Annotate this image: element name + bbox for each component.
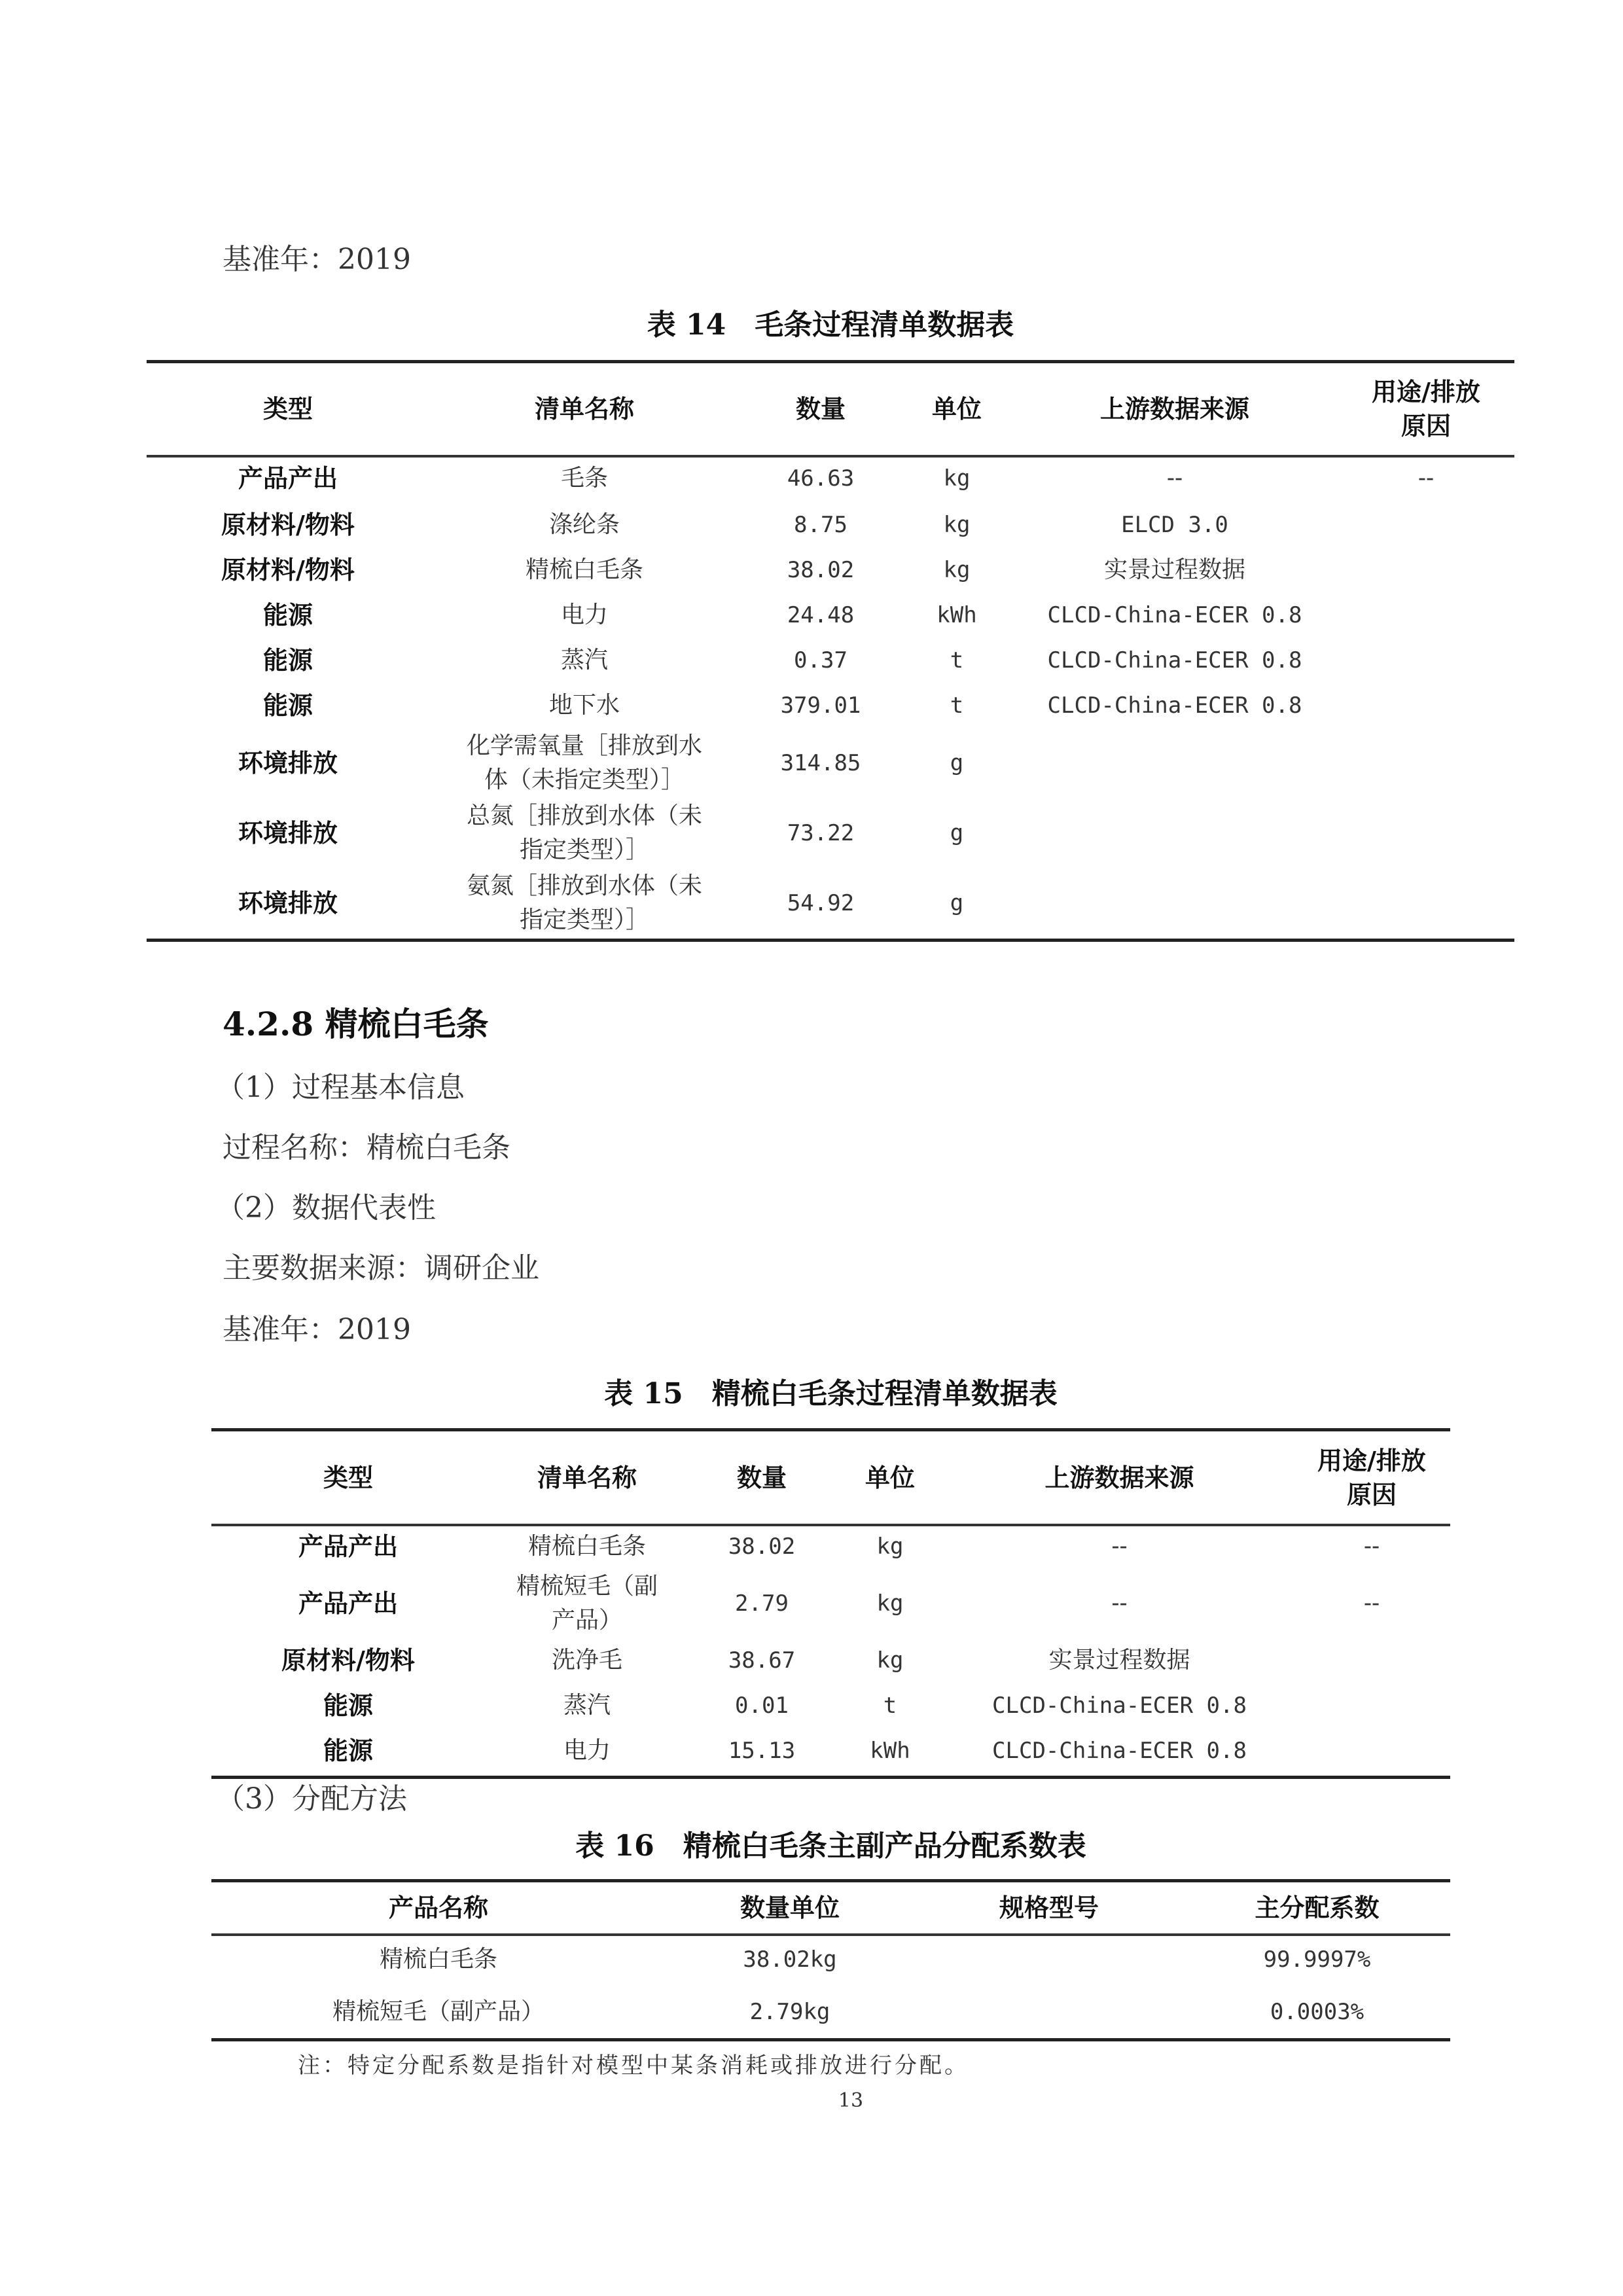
cell-name: 蒸汽 bbox=[563, 1691, 611, 1719]
table15-header-name: 清单名称 bbox=[537, 1463, 637, 1492]
base-year-text: 基准年：2019 bbox=[223, 243, 411, 276]
cell-name: 毛条 bbox=[560, 465, 608, 492]
cell-name: 洗净毛 bbox=[551, 1646, 622, 1674]
cell-source: -- bbox=[1111, 1533, 1128, 1560]
cell-source bbox=[1012, 798, 1338, 868]
table16-bottom-rule bbox=[211, 2038, 1450, 2041]
cell-reason bbox=[1293, 1683, 1450, 1728]
cell-type: 产品产出 bbox=[298, 1532, 398, 1561]
cell-name: 地下水 bbox=[548, 691, 620, 719]
table15-header-unit: 单位 bbox=[865, 1463, 915, 1492]
cell-reason bbox=[1293, 1728, 1450, 1773]
table14-header-row bbox=[147, 363, 1514, 455]
cell-reason: -- bbox=[1363, 1590, 1380, 1617]
table15-header-row bbox=[211, 1431, 1450, 1524]
table-row bbox=[147, 592, 1514, 637]
table-row bbox=[211, 1683, 1450, 1728]
cell-source: 实景过程数据 bbox=[1103, 556, 1245, 583]
cell-unit: g bbox=[950, 749, 964, 776]
table-row bbox=[211, 1986, 1450, 2038]
table15-header-reason-l1: 用途/排放 bbox=[1317, 1446, 1426, 1475]
cell-reason bbox=[1338, 502, 1514, 547]
cell-product-name: 精梳白毛条 bbox=[379, 1946, 497, 1973]
cell-unit: t bbox=[883, 1692, 897, 1719]
cell-reason: -- bbox=[1418, 465, 1435, 492]
cell-source bbox=[1012, 868, 1338, 938]
cell-qty: 54.92 bbox=[787, 889, 855, 916]
cell-unit: kg bbox=[876, 1534, 904, 1560]
table15-caption: 表 15 精梳白毛条过程清单数据表 bbox=[604, 1377, 1058, 1410]
table-row bbox=[147, 868, 1514, 938]
table16-header-qty-unit: 数量单位 bbox=[740, 1893, 840, 1922]
cell-name: 精梳白毛条 bbox=[525, 556, 643, 583]
table14-header-unit: 单位 bbox=[931, 395, 982, 423]
cell-coef: 0.0003% bbox=[1270, 1999, 1364, 2025]
cell-unit: kg bbox=[876, 1647, 904, 1674]
table14-bottom-rule bbox=[147, 939, 1514, 942]
para-allocation-method: （3）分配方法 bbox=[216, 1782, 407, 1816]
cell-qty: 0.01 bbox=[735, 1692, 789, 1719]
cell-name-line1: 精梳短毛（副 bbox=[516, 1573, 658, 1600]
cell-name: 电力 bbox=[560, 601, 608, 628]
cell-unit: t bbox=[950, 692, 964, 719]
cell-source bbox=[1012, 728, 1338, 798]
cell-type: 环境排放 bbox=[238, 748, 338, 778]
cell-type: 原材料/物料 bbox=[221, 555, 355, 584]
cell-reason bbox=[1338, 683, 1514, 728]
para-base-year: 基准年：2019 bbox=[223, 1313, 411, 1346]
cell-unit: kg bbox=[943, 511, 971, 538]
table-row bbox=[211, 1728, 1450, 1773]
cell-name: 电力 bbox=[563, 1736, 611, 1764]
table15-header-qty: 数量 bbox=[736, 1463, 787, 1492]
table16-header-coef: 主分配系数 bbox=[1255, 1893, 1380, 1922]
cell-coef: 99.9997% bbox=[1263, 1946, 1371, 1973]
cell-type: 能源 bbox=[262, 645, 313, 675]
cell-source: CLCD-China-ECER 0.8 bbox=[1047, 647, 1302, 673]
cell-unit: kg bbox=[876, 1590, 904, 1617]
table14 bbox=[147, 363, 1514, 938]
cell-unit: kWh bbox=[870, 1737, 910, 1764]
cell-reason bbox=[1338, 592, 1514, 637]
cell-name bbox=[485, 1570, 689, 1638]
cell-type: 能源 bbox=[262, 691, 313, 720]
para-data-representativeness: （2）数据代表性 bbox=[216, 1191, 436, 1225]
cell-qty: 38.02 bbox=[728, 1534, 796, 1560]
cell-type: 能源 bbox=[323, 1691, 373, 1720]
cell-unit: kWh bbox=[936, 601, 977, 628]
table15-bottom-rule bbox=[211, 1776, 1450, 1779]
cell-source: CLCD-China-ECER 0.8 bbox=[992, 1692, 1247, 1719]
table15-header-source: 上游数据来源 bbox=[1044, 1463, 1194, 1492]
cell-reason bbox=[1338, 798, 1514, 868]
cell-name: 涤纶条 bbox=[548, 511, 620, 538]
cell-qty: 0.37 bbox=[794, 647, 847, 673]
cell-qty: 24.48 bbox=[787, 601, 855, 628]
cell-reason bbox=[1293, 1638, 1450, 1683]
cell-type: 环境排放 bbox=[238, 888, 338, 918]
table-row bbox=[211, 1933, 1450, 1986]
cell-qty: 38.02 bbox=[787, 556, 855, 583]
cell-name: 精梳白毛条 bbox=[527, 1533, 646, 1560]
cell-name bbox=[429, 728, 740, 798]
page-number: 13 bbox=[838, 2089, 864, 2112]
table15-header-reason bbox=[1293, 1431, 1450, 1524]
table16-header-product-name: 产品名称 bbox=[388, 1893, 488, 1922]
cell-unit: t bbox=[950, 647, 964, 673]
cell-name-line2: 体（未指定类型）］ bbox=[484, 766, 685, 793]
table-row bbox=[147, 728, 1514, 798]
cell-source: CLCD-China-ECER 0.8 bbox=[1047, 601, 1302, 628]
table16-header-row bbox=[211, 1882, 1450, 1933]
cell-qty-unit: 38.02kg bbox=[743, 1946, 837, 1973]
table-row bbox=[147, 547, 1514, 592]
table16 bbox=[211, 1882, 1450, 2038]
section-heading-428: 4.2.8 精梳白毛条 bbox=[223, 1005, 489, 1043]
cell-type: 能源 bbox=[323, 1736, 373, 1765]
cell-name-line2: 产品） bbox=[551, 1607, 622, 1634]
cell-unit: kg bbox=[943, 465, 971, 492]
para-process-name: 过程名称：精梳白毛条 bbox=[223, 1131, 510, 1164]
table14-header-source: 上游数据来源 bbox=[1099, 395, 1249, 423]
cell-qty: 38.67 bbox=[728, 1647, 796, 1674]
table14-caption: 表 14 毛条过程清单数据表 bbox=[647, 308, 1014, 342]
table14-header-reason-l2: 原因 bbox=[1400, 412, 1451, 440]
table15 bbox=[211, 1431, 1450, 1773]
table15-header-type: 类型 bbox=[323, 1463, 373, 1492]
para-main-data-source: 主要数据来源：调研企业 bbox=[223, 1251, 539, 1285]
cell-name-line2: 指定类型）］ bbox=[519, 836, 649, 863]
cell-unit: g bbox=[950, 889, 964, 916]
table-row bbox=[211, 1638, 1450, 1683]
cell-spec bbox=[914, 1986, 1184, 2038]
table16-header-spec: 规格型号 bbox=[999, 1893, 1099, 1922]
cell-name-line1: 总氮［排放到水体（未 bbox=[466, 802, 702, 829]
cell-name-line1: 氨氮［排放到水体（未 bbox=[466, 872, 702, 899]
cell-type: 产品产出 bbox=[238, 464, 338, 493]
cell-name-line2: 指定类型）］ bbox=[519, 906, 649, 933]
cell-name-line1: 化学需氧量［排放到水 bbox=[466, 732, 702, 759]
cell-qty: 379.01 bbox=[780, 692, 861, 719]
cell-product-name: 精梳短毛（副产品） bbox=[332, 1998, 544, 2025]
table14-header-reason-l1: 用途/排放 bbox=[1372, 378, 1480, 406]
cell-type: 环境排放 bbox=[238, 818, 338, 848]
table-row bbox=[147, 798, 1514, 868]
cell-qty: 73.22 bbox=[787, 819, 855, 846]
cell-source: CLCD-China-ECER 0.8 bbox=[1047, 692, 1302, 719]
table14-header-reason bbox=[1338, 363, 1514, 455]
cell-unit: g bbox=[950, 819, 964, 846]
para-basic-info: （1）过程基本信息 bbox=[216, 1071, 465, 1104]
cell-reason bbox=[1338, 547, 1514, 592]
cell-unit: kg bbox=[943, 556, 971, 583]
table14-header-type: 类型 bbox=[262, 395, 313, 423]
cell-source: ELCD 3.0 bbox=[1121, 511, 1228, 538]
cell-type: 产品产出 bbox=[298, 1589, 398, 1618]
cell-reason bbox=[1338, 637, 1514, 683]
table-row bbox=[147, 637, 1514, 683]
cell-type: 原材料/物料 bbox=[281, 1645, 415, 1675]
table16-note: 注：特定分配系数是指针对模型中某条消耗或排放进行分配。 bbox=[298, 2053, 969, 2079]
cell-source: -- bbox=[1111, 1590, 1128, 1617]
cell-reason bbox=[1338, 728, 1514, 798]
cell-reason bbox=[1338, 868, 1514, 938]
table14-header-name: 清单名称 bbox=[534, 395, 634, 423]
cell-source: CLCD-China-ECER 0.8 bbox=[992, 1737, 1247, 1764]
cell-spec bbox=[914, 1933, 1184, 1986]
cell-source: -- bbox=[1166, 465, 1183, 492]
table16-caption: 表 16 精梳白毛条主副产品分配系数表 bbox=[575, 1829, 1086, 1863]
table-row bbox=[147, 683, 1514, 728]
cell-source: 实景过程数据 bbox=[1048, 1646, 1190, 1674]
cell-qty: 2.79 bbox=[735, 1590, 789, 1617]
cell-qty: 8.75 bbox=[794, 511, 847, 538]
cell-qty: 314.85 bbox=[780, 749, 861, 776]
table-row bbox=[147, 502, 1514, 547]
table-row bbox=[147, 455, 1514, 502]
cell-qty-unit: 2.79kg bbox=[749, 1999, 830, 2025]
cell-qty: 46.63 bbox=[787, 465, 855, 492]
cell-name bbox=[429, 798, 740, 868]
cell-type: 能源 bbox=[262, 600, 313, 630]
table14-header-qty: 数量 bbox=[795, 395, 846, 423]
cell-type: 原材料/物料 bbox=[221, 510, 355, 539]
cell-name: 蒸汽 bbox=[560, 646, 608, 673]
cell-qty: 15.13 bbox=[728, 1737, 796, 1764]
cell-reason: -- bbox=[1363, 1533, 1380, 1560]
table15-header-reason-l2: 原因 bbox=[1346, 1480, 1397, 1509]
table-row bbox=[211, 1570, 1450, 1638]
cell-name bbox=[429, 868, 740, 938]
table-row bbox=[211, 1524, 1450, 1570]
